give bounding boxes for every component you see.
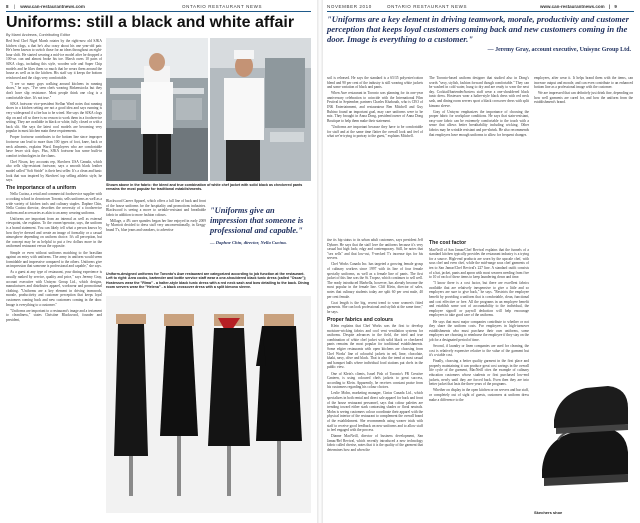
left-page-number: 8 [6, 4, 9, 9]
kitchen-photo-illustration [106, 38, 208, 181]
pull-quote-attribution: — Daphne Chin, director, Nella Cucina. [210, 240, 287, 245]
paragraph: Klein explains that Chef Works was the first to develop moisture-wicking fabrics and cool vent ventilation systems for uniforms. Despite advances in the field, the tried and true combination of white chef jacket with solid black or checkered pants remains the most popular for traditional establishments. Some edgier restaurants with open kitchens are choosing from Chef Works' line of colourful jackets in red, lime, chocolate, khaki, navy, olive and black. That is also the trend at most casual and banquet halls where individual food stations put chefs in the public view. [327, 324, 423, 370]
paragraph: Red Seal Chef Nigel Marsh rotates by the right-now old SJKA kitchen clogs, a that he's also crazy about his one year-old pair. He's been known to switch those for an ideas throughout an eight-hour shift. He started wearing a mid-ice model after he dropped a 100-oz. can and almost broke his toe. Marsh owns 10 pairs of SJKA clogs, including this style, wooden sole and Super Chip models and he likes them so much that he wears them around the house as well as in the kitchen. His staff say it keeps the bottom reinforced and the clogs very comfortable. [6, 39, 102, 80]
page-gutter [317, 0, 323, 523]
shoes-caption: Skechers shoe [534, 510, 563, 515]
paragraph: Millage, a 4% user spandex began her line enjoyed in early 2009 by Marriott decided to dress staff very unconventionally, in Gregg-brand T's, blue jeans and sneakers, to advertise [106, 218, 206, 233]
paragraph: One of Klein's clients, Israel Fish of Toronto's FR Creative Canteen, is using coloured chefs jackets to great success, according to Klein. Apparently, he receives constant praise from his customers regarding his colour choices. [327, 371, 423, 390]
paragraph: SJKA footwear vice-president Stellan Ward notes that running shoes in a kitchen setting are not a good idea and says running is very widespread if a fire has to be wired. She says the SJKA clogs slip on and off so there is no reason to work them in a foodservice setting. They are available in black or white, fully closed or with a back slit. She says the latest cool models are becoming very popular in most kitchen main these requirements. [6, 101, 102, 134]
paragraph: When Awe restaurant in Toronto was planning for its one-year anniversary celebration to coincide with the International Film Festival in September, partners Charles Khabouth, who is CEO of INK Entertainment, and restaurateur Ben Mitchell and Guy Rubino found an important goal, may care uniforms were to be mix. They brought in Anna Dong, president/owner of Anna Dong Boutique to help them make their statement. [327, 91, 423, 123]
left-site-url[interactable]: www.can-restaurantnews.com [20, 4, 85, 9]
right-page-number: 9 [614, 4, 617, 9]
paragraph: We are impressed that can definitely just drink fine, depending on how well garments are cared for, and how the uniform from the establishment's brand. [534, 91, 633, 105]
paragraph: Gray of Unisync emphasizes the importance of choosing the proper fabric for workplace conditions. He says that stain-resistant, easy-care fabric can be extremely comfortable to the touch with a sense that allows better breathability including wicking. Other fabrics may be wrinkle resistant and pre-shrink. He also recommends that employers have enough uniforms to allow for frequent changes. [429, 109, 529, 137]
pull-quote: "Uniforms give an impression that someone is professional and capable." [210, 206, 304, 235]
paragraph: Coat length is the big, recent trend to wear women's fitted garments. She can look professional and stylish at the same time," he says. [327, 300, 423, 314]
photo-caption: Shown above in the fabric: the bleed and true combination of white chef jacket with solid black as checkered pants remains the most popular for traditional establishments. [106, 183, 303, 192]
paragraph: Finally, choosing a better quality garment in the first place and properly maintaining it can produce great cost savings in the overall life cycle of the garment, MacNeill cites the example of culinary education customers whose students or first purchased low-end jackets, newly until they are forced back. Even then they are into better jacket that lasts the three years of the programs. [429, 359, 529, 387]
paragraph: Nella Cucina, a retail and commercial foodservice supplier with a cooking school in downtown Toronto, sells uniforms as well as a wide variety of kitchen tools and culinary staples. Daphne Chin, Nella Cucina director, describes the necessity of a foodservice uniform and accessories as akin to an army wearing uniforms. [6, 192, 102, 215]
subhead-importance: The importance of a uniform [6, 184, 77, 191]
paragraph: "I see so many guys walking around kitchens in running shoes," he says. "I've seen chefs wearing Birkenstocks but they don't have slip resistance. Most people think one clog is a comfortable shoe. It's not true." [6, 81, 102, 100]
paragraph: "Uniforms are important because they have to be comfortable for staff and at the same time flatter the overall look and feel of what we're trying to portray to the guest," explains Mitchell. [327, 124, 423, 139]
paragraph: Second, if laundry or linen companies are used for cleaning, the cost is relatively expensive relative to the value of the garment but it's a viable cost. [429, 343, 529, 358]
paragraph: Chef Works Canada Inc. has targeted a growing female group of culinary workers since 1997 with its line of four female specialty uniforms, as well as a female line of pants. The first jacket of this line was the St. Tropez, which continues to sell well. The ready introduced Marbella, however, has already become the most popular in the female line. Cliff Klein, director of sales, notes that culinary students today are split 60 per cent male, 40 per cent female. [327, 262, 423, 299]
left-publication: ONTARIO RESTAURANT NEWS [182, 4, 263, 9]
right-publication: ONTARIO RESTAURANT NEWS [387, 4, 468, 9]
right-column-2a [429, 76, 529, 236]
paragraph: Blackwood Career Apparel, which offers a full line of back and front of the house uniforms for the hospitality and promotions industries. Blackwood is seeing a move to wrinkle-resistant and breathable fabric in addition to more fashion colours. [106, 199, 206, 217]
left-header-rule [6, 11, 311, 12]
left-column-2 [106, 199, 206, 269]
pull-quote-block [210, 206, 306, 246]
uniform-dresses-illustration [106, 296, 311, 513]
paragraph: "Uniforms are important to a restaurant's image and a testament to cleanliness," states Christine Blackwood, founder and president, [6, 308, 102, 322]
right-date: NOVEMBER 2010 [327, 4, 372, 9]
left-column-1 [6, 39, 102, 513]
subhead-fabrics: Proper fabrics and colours [327, 316, 394, 323]
right-column-cost [429, 238, 529, 513]
paragraph: Chef Nixon, key accounts rep, Skechers USA Canada, which also sells slip-resistant footwear, says a smooth black leather model called "Soft Stride" is their best seller. It's a clean and basic look that was inspired by Skechers' top selling athletic style, he says. [6, 159, 102, 183]
subhead-cost-factor: The cost factor [429, 240, 467, 246]
right-site-url[interactable]: www.can-restaurantnews.com [540, 4, 605, 9]
kitchen-photo [106, 38, 208, 181]
paragraph: As a guest at any type of restaurant, your dining experience is usually ranked by service, quality and price," says Jeremy Gray, account executive with Unisync Group Ltd., which designs, manufactures and distributes apparel, workwear and promotional clothing. "Uniforms are a key element in driving teamwork, morale, productivity and customer perception that keeps loyal customers coming back and new customers coming in the door. Image is everything to a customer." [6, 270, 102, 307]
chef-photo [210, 38, 311, 181]
right-pull-quote-attribution: — Jeremy Gray, account executive, Unisync Group Ltd. [487, 46, 631, 53]
right-header: www.can-restaurantnews.com | 9 [540, 4, 617, 9]
paragraph: The Toronto-based uniform designer that studied also in Dong's words "sexy, stylish, fashion forward though comfortable." They can be washed in cold water, hung to dry and are ready to wear the next day. Cocktail/bartender/hostess staff wear a one-shouldered black tunic dress. Hostesses wear a halter-style black dress with red neck sash, and dining room servers sport a black crossover dress with split kimono sleeve. [429, 76, 529, 108]
right-header-rule [327, 11, 634, 12]
right-column-3 [534, 76, 633, 136]
paragraph: Dianne MacNeill, director of business development, San Jamar/Bel Revival, which recently introduced a new technology fabric called cherise, notes that it is the quality of the garment that determines how and when the [327, 434, 423, 453]
paragraph: "I know there is a cost factor, but there are excellent fabrics available that are relatively inexpensive to give a little and so employers are sure to give back," he says. "Restricts the employee benefit by providing a uniform that is comfortable, clean, functional and cost effective or free. All the programs in an employee benefit and establish some sort of accountability to the individual, the employee signoff or payroll deduction will help encourage employees to take good care of the uniforms. [429, 281, 529, 318]
paragraph: Uniforms are important from an internal as well as external viewpoint, she explains. To the owner/operator, says, the uniform is a brand statement. You can likely tell what a person knows by how they're dressed and create an image of formality or a casual atmosphere depending on uniform choice. It's all perception, but the concept may be as helpful to put a few dollars more in the uniformed restaurant versus the opposite. [6, 216, 102, 249]
paragraph: He says that most major companies contribute to whether or not they share the uniform costs. For employees in high-turnover establishments who must purchase their own uniforms, some employers are choosing to reimburse the employee if they stay on the job for a designated period of time. [429, 319, 529, 342]
uniform-dresses-photo [106, 296, 311, 513]
headline: Uniforms: still a black and white affair [6, 14, 295, 31]
skechers-shoe-illustration [534, 140, 633, 508]
paragraph: tise its hip status to its urban adult customers, says president Jeff Dykner. He says that the staff love the uniforms because it's very casual but high look; edgy and contemporary. Still, he notes that "sex sells" and that low-cut, V-necked T's increase tips for his servers. [327, 238, 423, 261]
byline: By Marni Andrews, Contributing Editor [6, 33, 71, 37]
paragraph: Whether on display in the open kitchen or on servers and bar staff, or completely out of sight of guests, customers at uniform dress make a difference to the [429, 388, 529, 402]
paragraph: Simple or even without uniforms matching to the brasilian against an entry with uniforms. The army in uniform would seem formidable and impressive compared to the others. Uniforms give an impression that someone is professional and capable," she says. [6, 250, 102, 269]
right-column-1a [327, 76, 423, 236]
left-header: 8 | www.can-restaurantnews.com [6, 4, 85, 9]
right-pull-quote: "Uniforms are a key element in driving teamwork, morale, productivity and customer perception that keeps loyal customers coming back and new customers coming in the door. Image is everything to a customer." [327, 14, 629, 45]
paragraph: Proper footwear contributes to the bottom line since improper footwear can lead to more than 100 types of foot, knee, back or neck ailments, explains Ward. Employees who are comfortable have fewer sick days. Plus, SJKA footwear has some built-in comfort technologies in the clams. [6, 135, 102, 158]
right-column-1b [327, 238, 423, 453]
right-quote-block [327, 14, 631, 54]
paragraph: MacNeill of San Jamar/Chef Revival explains that the funnels of a standard kitchen typically provides the restaurant industry is a trying for a source. High-end products are worn by the upscale chef, with sous chef and even chef, while the mid-range sous chef garments of ten to San Jamar/Chef Revival's 227 line. A standard outfit consists of a hat, jacket, pants and apron with most wearers needing from five to 10 of each of these items to keep laundering down and time. [429, 247, 529, 280]
paragraph: Leslie Mohn, marketing manager, Cintas Canada Ltd., which specializes in both rental and direct sale apparel for back and front of the house restaurant personnel, says that colour palettes are trending toward either stark contrasting shades or floral neutrals. Mohn is seeing customers colour coordinate their apparel with the physical interior of the restaurant to complement the overall brand of the establishment. She recommends using wearer trials with staff to receive good feedback on new uniforms and to allow staff to feel engaged with the process. [327, 391, 423, 433]
bottom-photo-caption: Uniform-designed uniforms for Toronto's Awe restaurant are categorized according to job function at the restaurant. Left to right: Area cooks, bartender and bottle service staff wear a one-shouldered black tunic dress (called "Oscar"); Hostesses wear the "Rima" - a halter-style black tunic dress with a red neck sash and bow detailing to the back. Dining room servers wear the "Helena" - a black crossover dress with a split kimono sleeve. [106, 272, 310, 290]
paragraph: employees, after wear it. It helps brand them with the items, can increase output and morale, and can even contribute to an enhanced bottom line as a professional image with the customer. [534, 76, 633, 90]
chef-photo-illustration [210, 38, 311, 181]
skechers-shoe-photo [534, 140, 633, 508]
paragraph: soil is released. He says the standard is a 65/35 polyester/cotton blend and 90 per cent of the industry is still wearing white jackets and some variation of black and pants. [327, 76, 423, 90]
